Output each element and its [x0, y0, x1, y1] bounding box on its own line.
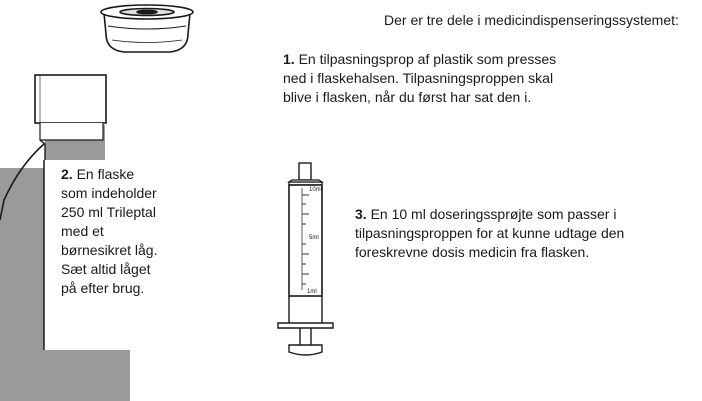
item-adapter-number: 1. [283, 51, 295, 67]
item-bottle-line: børnesikret låg. [61, 242, 158, 258]
item-bottle-line: Sæt altid låget [61, 261, 151, 277]
item-bottle-line: 250 ml Trileptal [61, 204, 156, 220]
item-syringe-number: 3. [355, 206, 367, 222]
adapter-plug-illustration [101, 5, 193, 52]
item-syringe-line: foreskrevne dosis medicin fra flasken. [355, 244, 590, 260]
item-bottle-line: som indeholder [61, 185, 157, 201]
item-syringe-line: tilpasningsproppen for at kunne udtage den [355, 225, 625, 241]
item-bottle-description [61, 165, 157, 298]
item-bottle-line: på efter brug. [61, 280, 145, 296]
item-bottle-number: 2. [61, 166, 73, 182]
item-adapter-line: ned i flaskehalsen. Tilpasningsproppen skal [283, 70, 554, 86]
item-adapter-line: 1. En tilpasningsprop af plastik som presses [283, 51, 557, 67]
item-bottle-line: 2. En flaske [61, 166, 135, 182]
item-adapter-description [283, 50, 556, 107]
item-syringe-description [355, 205, 624, 262]
item-adapter-line: blive i flasken, når du først har sat den i. [283, 89, 532, 105]
syringe-mark-middle: 5ml [309, 235, 319, 241]
syringe-mark-top: 10ml [309, 187, 323, 193]
intro-heading: Der er tre dele i medicindispenseringssystemet: [384, 12, 679, 28]
bottle-cap [35, 75, 106, 123]
syringe-mark-bottom: 1ml [307, 289, 317, 295]
item-bottle-line: med et [61, 223, 104, 239]
item-syringe-line: 3. En 10 ml doseringssprøjte som passer i [355, 206, 617, 222]
syringe-illustration [278, 163, 333, 355]
